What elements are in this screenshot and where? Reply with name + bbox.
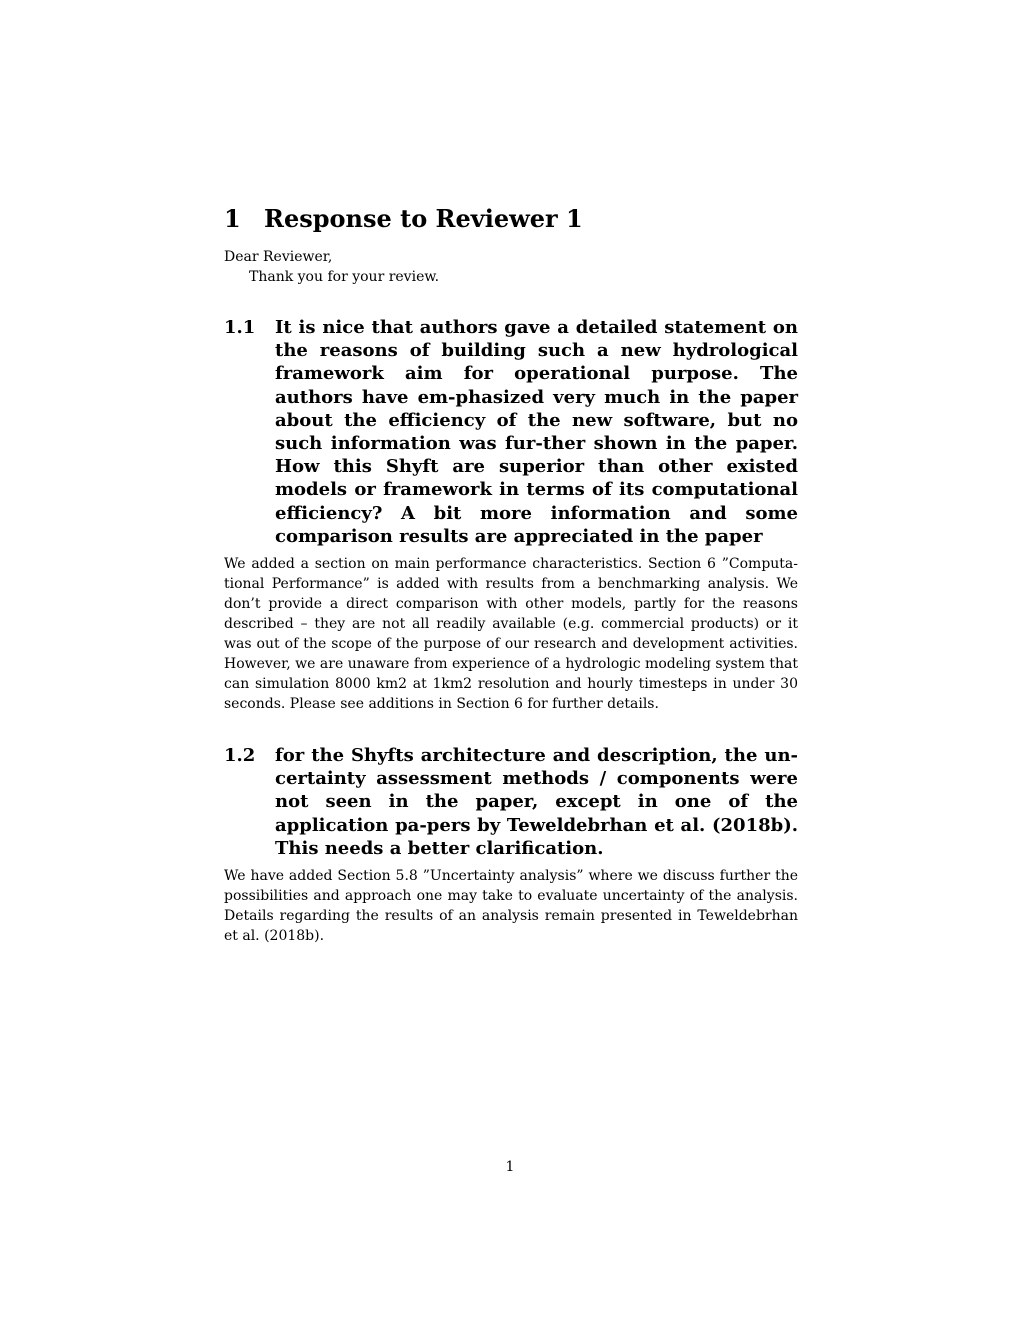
subsection-number: 1.2 — [224, 745, 256, 767]
subsection-number: 1.1 — [224, 317, 256, 338]
subsection-1-1 — [224, 316, 798, 714]
section-heading — [224, 205, 798, 233]
thanks-line: Thank you for your review. — [249, 269, 440, 285]
salutation: Dear Reviewer, — [224, 249, 333, 265]
author-response: We have added Section 5.8 ”Uncertainty analysis” where we discuss further the possibilities and approach one may take to evaluate uncertainty of the analysis. Details regarding the results of an analysis remain presented in Teweldebrhan et al. (2018b). — [224, 868, 798, 945]
reviewer-comment: It is nice that authors gave a detailed statement on the reasons of building such a new hydrological framework aim for operational purpose. The authors have em-phasized very much in the paper about the efficiency of the new software, but no such information was fur-ther shown in the paper. How this Shyft are superior than other existed models or framework in terms of its computational efficiency? A bit more information and some comparison results are appreciated in the paper — [275, 317, 798, 547]
section-title: Response to Reviewer 1 — [264, 204, 583, 233]
reviewer-comment: for the Shyfts architecture and description, the un-certainty assessment methods / components were not seen in the paper, except in one of the application pa-pers by Teweldebrhan et al. (2018b). This needs a better clarification. — [275, 745, 798, 859]
subsection-heading — [224, 316, 798, 548]
subsection-1-2 — [224, 744, 798, 946]
author-response: We added a section on main performance characteristics. Section 6 ”Computa-tional Performance” is added with results from a benchmarking analysis. We don’t provide a direct comparison with other models, partly for the reasons described – they are not all readily available (e.g. commercial products) or it was out of the scope of the purpose of our research and development activities. However, we are unaware from experience of a hydrologic modeling system that can simulation 8000 km2 at 1km2 resolution and hourly timesteps in under 30 seconds. Please see additions in Section 6 for further details. — [224, 556, 798, 713]
page-number: 1 — [505, 1159, 515, 1175]
subsection-heading — [224, 744, 798, 860]
section-number: 1 — [224, 204, 241, 233]
document-page — [224, 205, 798, 976]
